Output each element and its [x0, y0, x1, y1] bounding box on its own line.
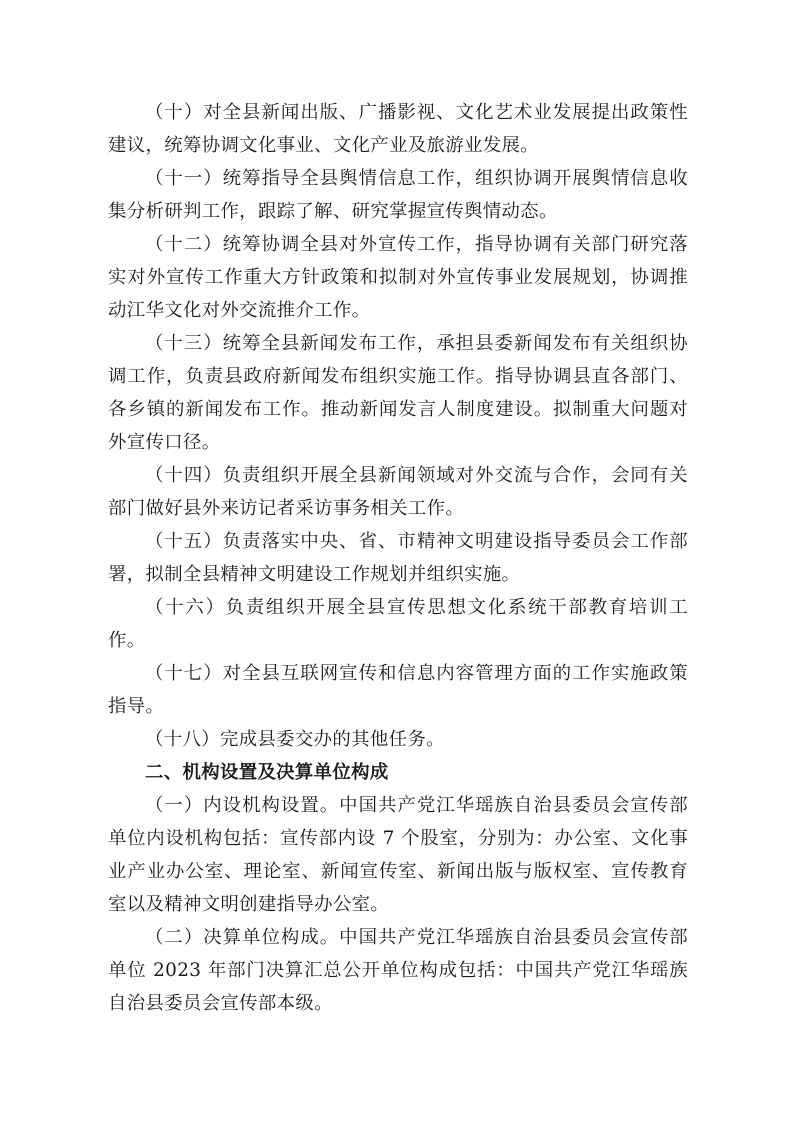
paragraph-budget-units: （二）决算单位构成。中国共产党江华瑶族自治县委员会宣传部单位 2023 年部门决算汇总公开单位构成包括：中国共产党江华瑶族自治县委员会宣传部本级。	[108, 927, 688, 1014]
paragraph-item-16: （十六）负责组织开展全县宣传思想文化系统干部教育培训工作。	[108, 597, 688, 651]
paragraph-item-18: （十八）完成县委交办的其他任务。	[145, 729, 445, 750]
paragraph-item-15: （十五）负责落实中央、省、市精神文明建设指导委员会工作部署，拟制全县精神文明建设工作规划并组织实施。	[108, 531, 688, 585]
section-heading: 二、机构设置及决算单位构成	[145, 762, 389, 783]
paragraph-item-12: （十二）统筹协调全县对外宣传工作，指导协调有关部门研究落实对外宣传工作重大方针政策和拟制对外宣传事业发展规划，协调推动江华文化对外交流推介工作。	[108, 234, 688, 321]
paragraph-internal-structure: （一）内设机构设置。中国共产党江华瑶族自治县委员会宣传部单位内设机构包括：宣传部内设 7 个股室，分别为：办公室、文化事业产业办公室、理论室、新闻宣传室、新闻出版与版权室、宣传教育室以及精神文明创建指导办公室。	[108, 795, 688, 915]
paragraph-item-14: （十四）负责组织开展全县新闻领域对外交流与合作，会同有关部门做好县外来访记者采访事务相关工作。	[108, 465, 688, 519]
paragraph-item-17: （十七）对全县互联网宣传和信息内容管理方面的工作实施政策指导。	[108, 663, 688, 717]
paragraph-item-13: （十三）统筹全县新闻发布工作，承担县委新闻发布有关组织协调工作，负责县政府新闻发布组织实施工作。指导协调县直各部门、各乡镇的新闻发布工作。推动新闻发言人制度建设。拟制重大问题对外宣传口径。	[108, 333, 688, 453]
document-page	[108, 96, 688, 1020]
paragraph-item-11: （十一）统筹指导全县舆情信息工作，组织协调开展舆情信息收集分析研判工作，跟踪了解、研究掌握宣传舆情动态。	[108, 168, 688, 222]
paragraph-item-10: （十）对全县新闻出版、广播影视、文化艺术业发展提出政策性建议，统筹协调文化事业、文化产业及旅游业发展。	[108, 102, 688, 156]
